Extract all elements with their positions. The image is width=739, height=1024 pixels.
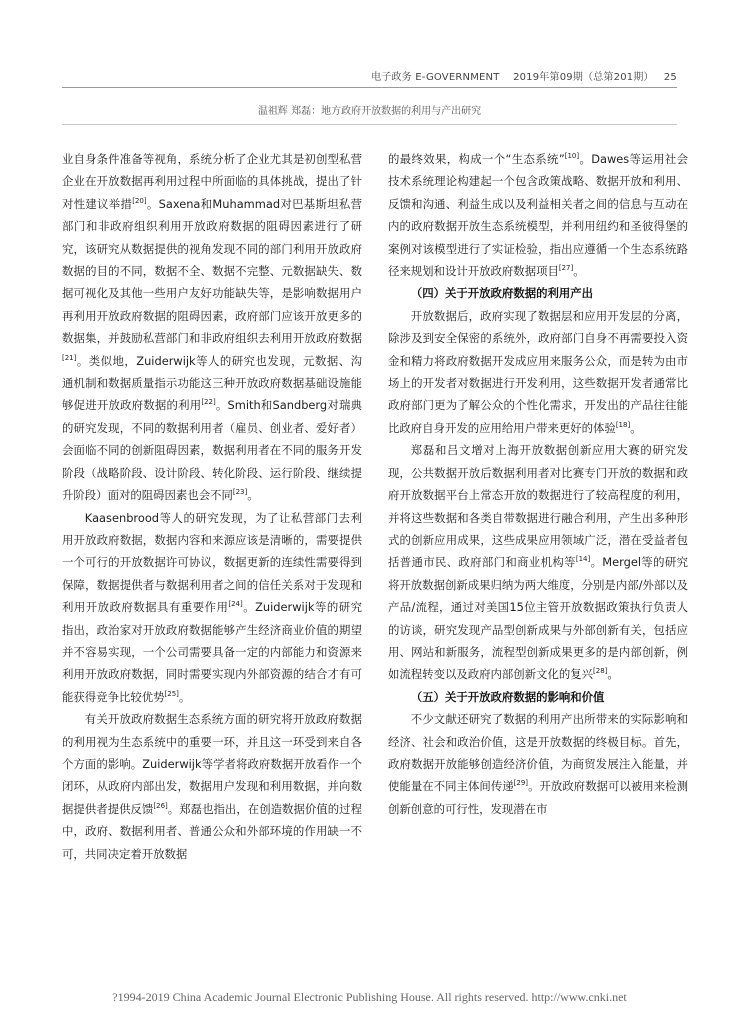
citation-ref: [22] (201, 398, 216, 407)
copyright-footer: ?1994-2019 China Academic Journal Electronic Publishing House. All rights reserved. http://www.cnki.net (112, 990, 627, 1004)
citation-ref: [23] (232, 488, 248, 497)
paragraph: 的最终效果，构成一个“生态系统”[10]。Dawes等运用社会技术系统理论构建起一个包含政策战略、数据开放和利用、反馈和沟通、利益生成以及利益相关者之间的信息与互动在内的政府数据开放生态系统模型，并利用纽约和圣彼得堡的案例对该模型进行了实证检验，指出应遵循一个生态系统路径来规划和设计开放政府数据项目[27]。 (388, 152, 688, 279)
citation-ref: [24] (228, 600, 243, 609)
citation-ref: [26] (153, 801, 168, 810)
paragraph: 不少文献还研究了数据的利用产出所带来的实际影响和经济、社会和政治价值，这是开放数据的终极目标。首先，政府数据开放能够创造经济价值，为商贸发展注入能量，并使能量在不同主体间传递[29]。开放政府数据可以被用来检测创新创意的可行性，发现潜在市 (388, 712, 688, 816)
paragraph: 有关开放政府数据生态系统方面的研究将开放政府数据的利用视为生态系统中的重要一环，并且这一环受到来自各个方面的影响。Zuiderwijk等学者将政府数据开放看作一个闭环，从政府内部出发，数据用户发现和利用数据，并向数据提供者提供反馈[26]。郑磊也指出，在创造数据价值的过程中，政府、数据利用者、普通公众和外部环境的作用缺一不可，共同决定着开放数据 (62, 712, 362, 861)
subheader-divider (62, 124, 677, 125)
journal-name: 电子政务 E-GOVERNMENT (371, 72, 500, 83)
left-column (62, 148, 362, 865)
paragraph: 郑磊和吕文增对上海开放数据创新应用大赛的研究发现，公共数据开放后数据利用者对比赛专门开放的数据和政府开放数据平台上常态开放的数据进行了较高程度的利用，并将这些数据和各类自带数据进行融合利用，产生出多种形式的创新应用成果，这些成果应用领域广泛，潜在受益者包括普通市民、政府部门和商业机构等[14]。Mergel等的研究将开放数据创新成果归纳为两大维度，分别是内部/外部以及产品/流程，通过对美国15位主管开放数据政策执行负责人的访谈，研究发现产品型创新成果与外部创新有关，包括应用、网站和新服务，流程型创新成果更多的是内部创新，例如流程转变以及政府内部创新文化的复兴[28]。 (388, 443, 688, 682)
section-heading: （四）关于开放政府数据的利用产出 (410, 286, 594, 301)
running-header (371, 68, 677, 83)
citation-ref: [14] (575, 555, 591, 564)
citation-ref: [25] (164, 689, 179, 698)
header-divider (62, 87, 677, 88)
citation-ref: [18] (615, 421, 631, 430)
citation-ref: [21] (62, 353, 77, 362)
citation-ref: [28] (593, 667, 608, 676)
citation-ref: [29] (513, 779, 529, 788)
page-number: 25 (663, 72, 677, 83)
citation-ref: [10] (564, 152, 580, 161)
paragraph: 开放数据后，政府实现了数据层和应用开发层的分离，除涉及到安全保密的系统外，政府部门自身不再需要投入资金和精力将政府数据开发成应用来服务公众，而是转为由市场上的开发者对数据进行开发利用，这些数据开发者通常比政府部门更为了解公众的个性化需求，开发出的产品往往能比政府自身开发的应用给用户带来更好的体验[18]。 (388, 308, 688, 435)
article-running-title: 温祖辉 郑磊：地方政府开放数据的利用与产出研究 (257, 106, 482, 117)
citation-ref: [20] (132, 197, 147, 206)
section-heading: （五）关于开放政府数据的影响和价值 (410, 689, 605, 704)
paragraph: Kaasenbrood等人的研究发现，为了让私营部门去利用开放政府数据，数据内容和来源应该是清晰的，需要提供一个可行的开放数据许可协议，数据更新的连续性需要得到保障，数据提供者与数据利用者之间的信任关系对于发现和利用开放政府数据具有重要作用[24]。Zuiderwijk等的研究指出，政治家对开放政府数据能够产生经济商业价值的期望并不容易实现，一个公司需要具备一定的内部能力和资源来利用开放政府数据，同时需要实现内外部资源的结合才有可能获得竞争比较优势[25]。 (62, 510, 362, 704)
paragraph: 业自身条件准备等视角，系统分析了企业尤其是初创型私营企业在开放数据再利用过程中所面临的具体挑战，提出了针对性建议举措[20]。Saxena和Muhammad对巴基斯坦私营部门和非政府组织利用开放政府数据的阻碍因素进行了研究，该研究从数据提供的视角发现不同的部门利用开放政府数据的目的不同，数据不全、数据不完整、元数据缺失、数据可视化及其他一些用户友好功能缺失等，是影响数据用户再利用开放政府数据的阻碍因素，政府部门应该开放更多的数据集，并鼓励私营部门和非政府组织去利用开放政府数据[21]。类似地，Zuiderwijk等人的研究也发现，元数据、沟通机制和数据质量指示功能这三种开放政府数据基础设施能够促进开放政府数据的利用[22]。Smith和Sandberg对瑞典的研究发现，不同的数据利用者（雇员、创业者、爱好者）会面临不同的创新阻碍因素，数据利用者在不同的服务开发阶段（战略阶段、设计阶段、转化阶段、运行阶段、继续提升阶段）面对的阻碍因素也会不同[23]。 (62, 152, 362, 503)
citation-ref: [27] (558, 264, 574, 273)
right-column (388, 148, 688, 820)
issue-info: 2019年第09期（总第201期） (513, 72, 654, 83)
